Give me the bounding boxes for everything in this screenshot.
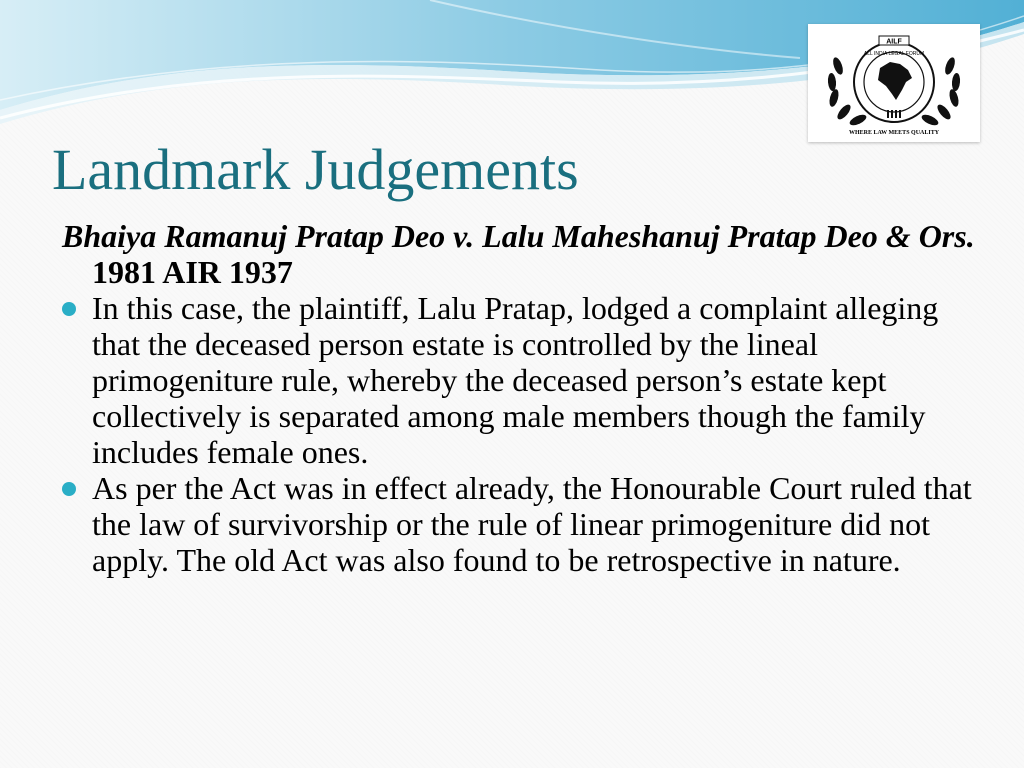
list-item [62,470,982,578]
all-india-legal-forum-logo [808,24,980,142]
case-citation: 1981 AIR 1937 [92,254,293,290]
logo [808,24,980,142]
bullet-text: In this case, the plaintiff, Lalu Pratap, lodged a complaint alleging that the deceased person estate is controlled by the lineal primogeniture rule, whereby the deceased person’s estate kept collectively is separated among male members though the family includes female ones. [92,290,939,470]
bullet-text: As per the Act was in effect already, the Honourable Court ruled that the law of survivorship or the rule of linear primogeniture did not apply. The old Act was also found to be retrospective in nature. [92,470,972,578]
list-item [62,290,982,470]
bullet-icon [62,482,76,496]
bullet-icon [62,302,76,316]
logo-ring-text: ALL INDIA LEGAL FORUM [863,51,925,57]
logo-tagline: WHERE LAW MEETS QUALITY [848,130,940,136]
case-name: Bhaiya Ramanuj Pratap Deo v. Lalu Maheshanuj Pratap Deo & Ors. [62,218,975,254]
case-heading [62,218,982,290]
slide-body [62,218,982,578]
bullet-list [62,290,982,578]
page-title: Landmark Judgements [52,137,579,202]
logo-badge-text: AILF [886,38,902,46]
